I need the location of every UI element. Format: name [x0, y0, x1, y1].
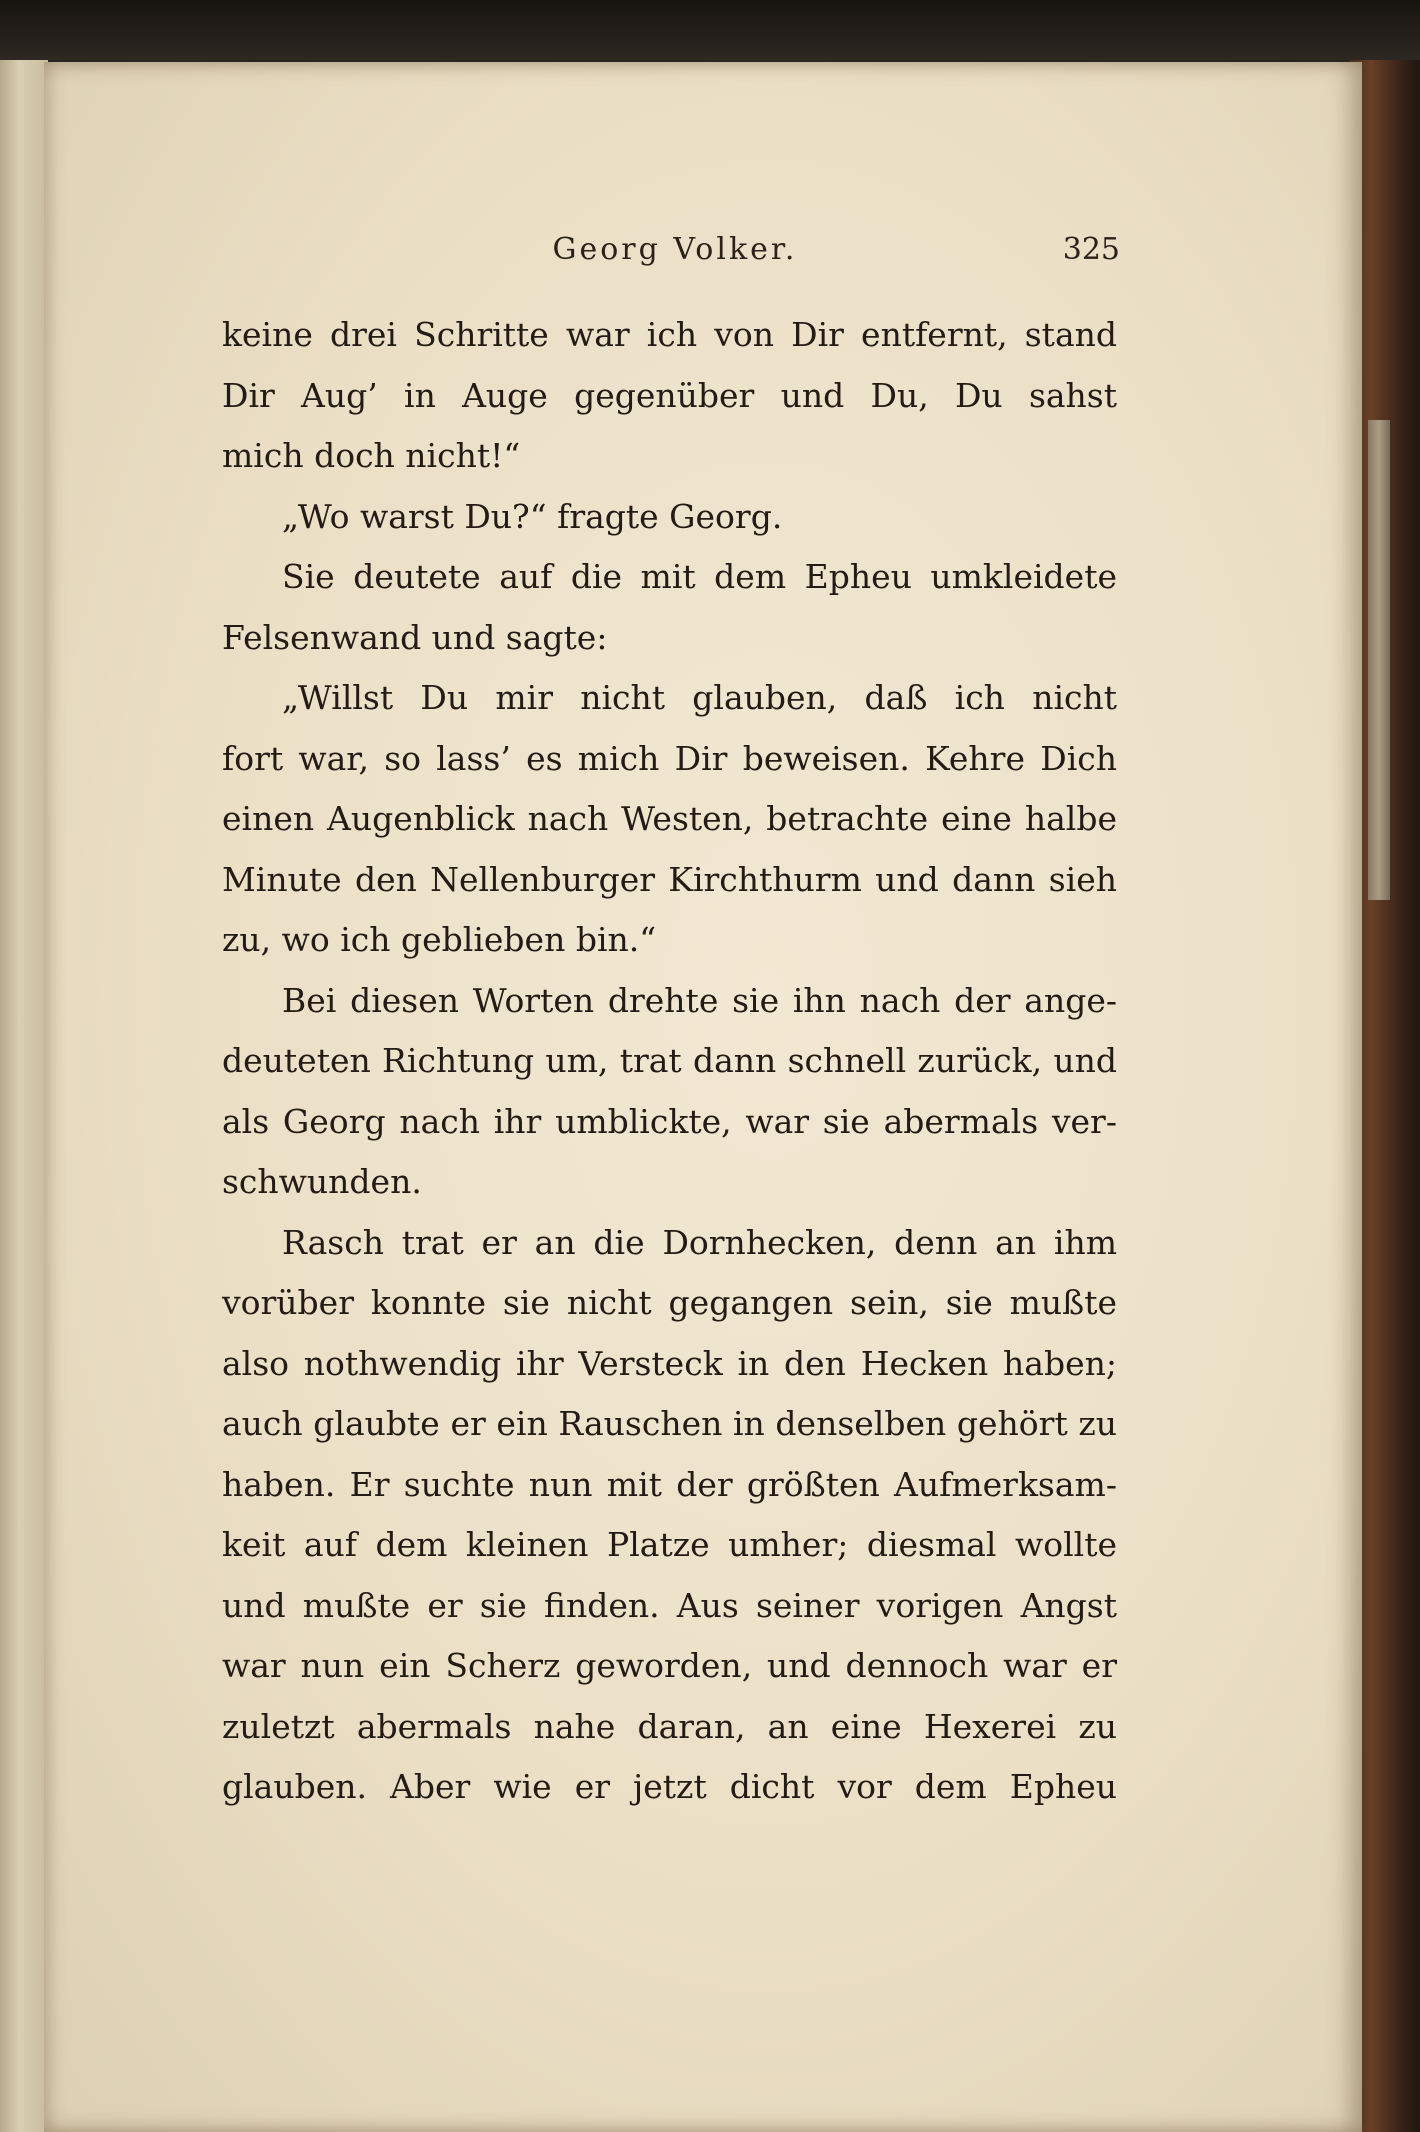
text-line: „Willst Du mir nicht glauben, daß ich nicht: [282, 678, 1117, 717]
text-line: fort war, so lass’ es mich Dir beweisen. Kehre Dich: [222, 738, 1117, 778]
text-line: deuteten Richtung um, trat dann schnell zurück, und: [222, 1041, 1117, 1080]
running-head: [0, 232, 1420, 272]
text-line: und mußte er sie finden. Aus seiner vorigen Angst: [222, 1585, 1117, 1625]
running-head-title: Georg Volker.: [552, 232, 798, 267]
text-line: „Wo warst Du?“ fragte Georg.: [282, 496, 783, 536]
text-line: glauben. Aber wie er jetzt dicht vor dem Epheu: [222, 1767, 1117, 1806]
text-line: vorüber konnte sie nicht gegangen sein, sie mußte: [222, 1283, 1117, 1322]
cover-label-strip: [1368, 420, 1390, 900]
text-line: mich doch nicht!“: [222, 436, 521, 475]
text-line: Dir Aug’ in Auge gegenüber und Du, Du sahst: [222, 375, 1117, 415]
text-line: war nun ein Scherz geworden, und dennoch war er: [222, 1646, 1117, 1685]
body-text: [222, 305, 1117, 1818]
text-line: Bei diesen Worten drehte sie ihn nach der ange-: [282, 980, 1117, 1020]
book-top-edge: [0, 0, 1420, 60]
text-line: einen Augenblick nach Westen, betrachte eine halbe: [222, 799, 1117, 838]
text-line: keine drei Schritte war ich von Dir entfernt, stand: [222, 315, 1117, 354]
page-number: 325: [1062, 232, 1120, 267]
page-stack-edge: [0, 60, 48, 2132]
text-line: Rasch trat er an die Dornhecken, denn an ihm: [282, 1222, 1117, 1262]
text-line: zu, wo ich geblieben bin.“: [222, 920, 657, 959]
text-line: keit auf dem kleinen Platze umher; diesmal wollte: [222, 1525, 1117, 1564]
text-line: also nothwendig ihr Versteck in den Hecken haben;: [222, 1343, 1117, 1383]
text-line: Sie deutete auf die mit dem Epheu umkleidete: [282, 557, 1117, 596]
text-line: Minute den Nellenburger Kirchthurm und dann sieh: [222, 859, 1117, 899]
text-line: zuletzt abermals nahe daran, an eine Hexerei zu: [222, 1706, 1117, 1746]
text-line: als Georg nach ihr umblickte, war sie abermals ver-: [222, 1101, 1117, 1141]
text-line: Felsenwand und sagte:: [222, 617, 608, 657]
text-line: schwunden.: [222, 1162, 422, 1201]
text-line: haben. Er suchte nun mit der größten Aufmerksam-: [222, 1464, 1117, 1504]
text-line: auch glaubte er ein Rauschen in denselben gehört zu: [222, 1404, 1117, 1443]
